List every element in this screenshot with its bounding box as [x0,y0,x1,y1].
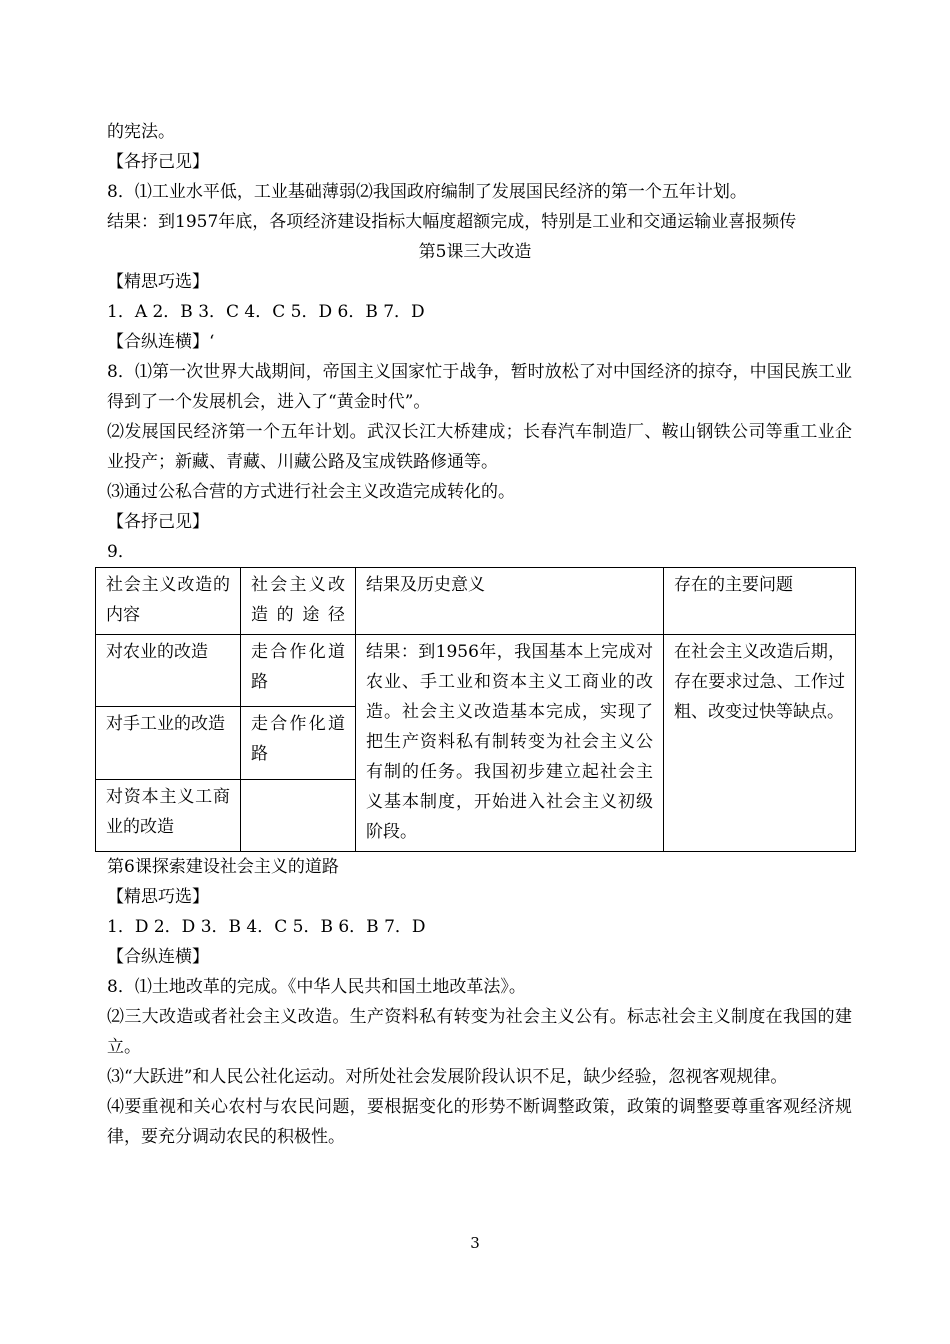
table-cell: 对农业的改造 [96,635,241,707]
answer-key: 1．A 2．B 3．C 4．C 5．D 6．B 7．D [107,302,425,322]
answer-paragraph: ⑵发展国民经济第一个五年计划。武汉长江大桥建成；长春汽车制造厂、鞍山钢铁公司等重工业企业投产；新藏、青藏、川藏公路及宝成铁路修通等。 [107,422,852,472]
table-cell: 对资本主义工商业的改造 [96,779,241,851]
answer-line: 8．⑴土地改革的完成。《中华人民共和国土地改革法》。 [107,977,526,997]
table-cell: 走合作化道路 [241,635,356,707]
table-header-cell: 结果及历史意义 [356,568,664,635]
lesson-title: 第5课三大改造 [418,242,532,262]
table-header-row [96,568,856,635]
text-line: 的宪法。 [107,122,175,142]
table-cell-result: 结果：到1956年，我国基本上完成对农业、手工业和资本主义工商业的改造。社会主义改造基本完成，实现了把生产资料私有制转变为社会主义公有制的任务。我国初步建立起社会主义基本制度，开始进入社会主义初级阶段。 [356,635,664,852]
table-header-cell: 社会主义改造的内容 [96,568,241,635]
answer-paragraph: 8．⑴第一次世界大战期间，帝国主义国家忙于战争，暂时放松了对中国经济的掠夺，中国民族工业得到了一个发展机会，进入了“黄金时代”。 [107,362,852,412]
table-row [96,635,856,707]
page-number: 3 [470,1234,480,1252]
section-heading: 【合纵连横】 [107,947,209,967]
section-heading: 【各抒己见】 [107,512,209,532]
table-cell: 走合作化道路 [241,707,356,779]
table-cell-problem: 在社会主义改造后期，存在要求过急、工作过粗、改变过快等缺点。 [664,635,856,852]
answer-key: 1．D 2．D 3．B 4．C 5．B 6．B 7．D [107,917,426,937]
section-heading: 【精思巧选】 [107,272,209,292]
section-heading: 【精思巧选】 [107,887,209,907]
page-content [107,117,852,1152]
answer-paragraph: ⑷要重视和关心农村与农民问题，要根据变化的形势不断调整政策，政策的调整要尊重客观经济规律，要充分调动农民的积极性。 [107,1097,852,1147]
reform-table [95,567,856,852]
table-cell [241,779,356,851]
table-header-cell: 存在的主要问题 [664,568,856,635]
section-heading: 【合纵连横】‘ [107,332,215,352]
answer-line: ⑶通过公私合营的方式进行社会主义改造完成转化的。 [107,482,515,502]
question-number: 9． [107,542,135,562]
table-cell: 对手工业的改造 [96,707,241,779]
answer-paragraph: 结果：到1957年底，各项经济建设指标大幅度超额完成，特别是工业和交通运输业喜报频传 [107,212,797,232]
answer-line: 8．⑴工业水平低，工业基础薄弱⑵我国政府编制了发展国民经济的第一个五年计划。 [107,182,747,202]
section-heading: 【各抒己见】 [107,152,209,172]
answer-paragraph: ⑵三大改造或者社会主义改造。生产资料私有转变为社会主义公有。标志社会主义制度在我国的建立。 [107,1007,852,1057]
table-header-cell: 社会主义改造的途径 [241,568,356,635]
answer-paragraph: ⑶“大跃进”和人民公社化运动。对所处社会发展阶段认识不足，缺少经验，忽视客观规律。 [107,1067,788,1087]
lesson-title: 第6课探索建设社会主义的道路 [107,857,339,877]
